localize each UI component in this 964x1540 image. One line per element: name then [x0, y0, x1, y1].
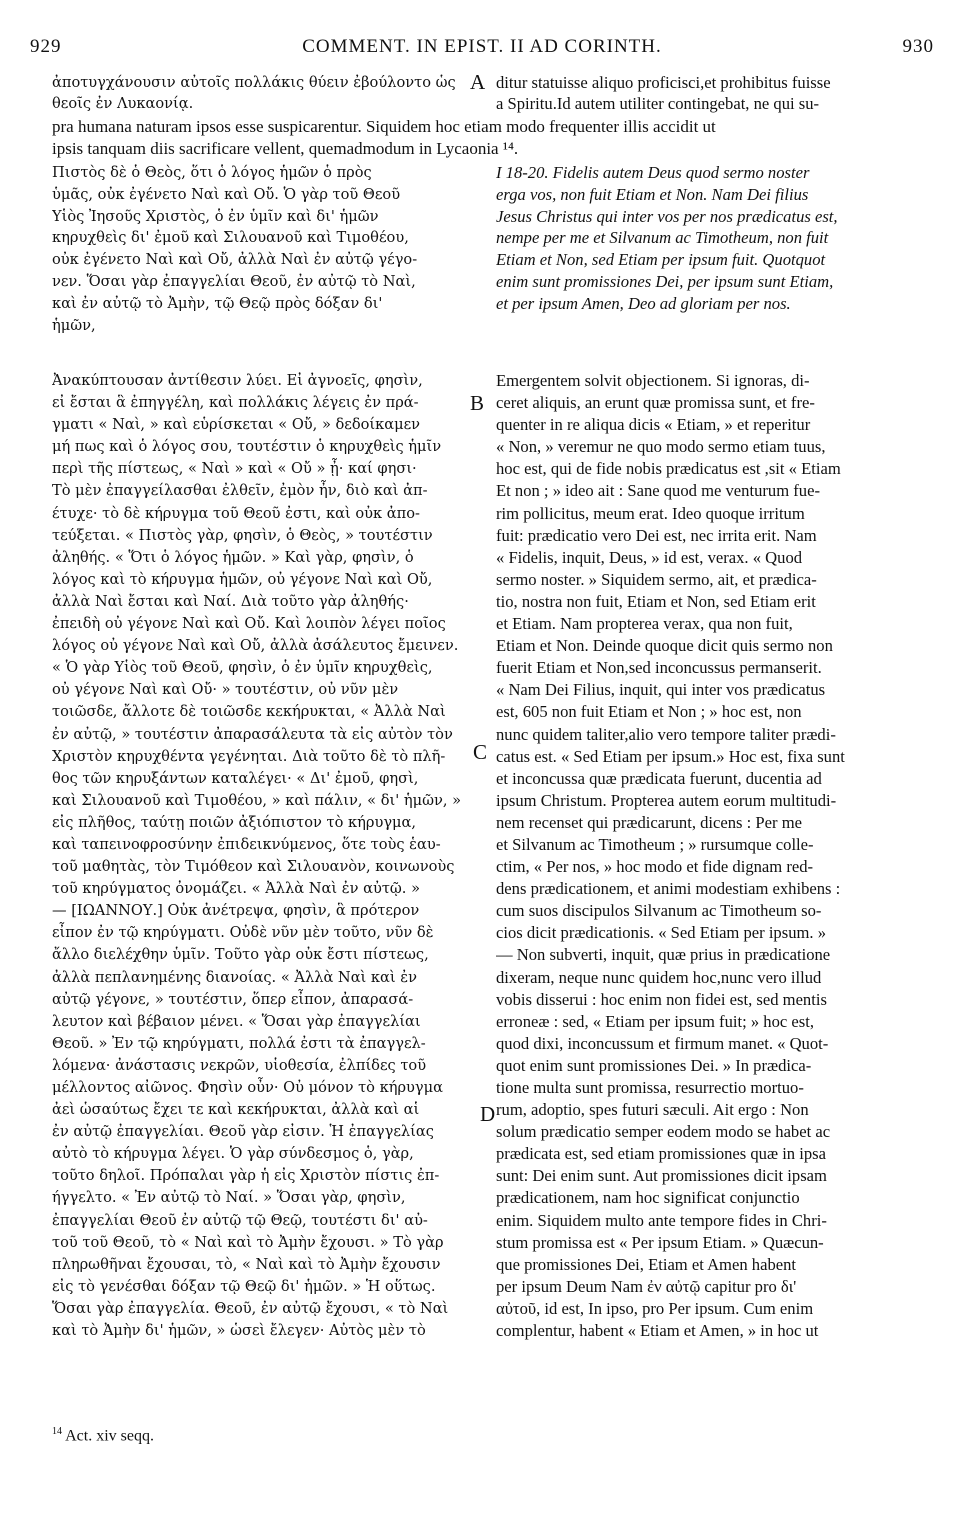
text-line: τοιῶσδε, ἄλλοτε δὲ τοιῶσδε κεκήρυκται, « Ἀλλὰ Ναὶ — [52, 703, 446, 721]
text-line: τοῦτο δηλοῖ. Πρόπαλαι γὰρ ἡ εἰς Χριστὸν πίστις ἐπ- — [52, 1167, 440, 1185]
text-line: et Silvanum ac Timotheum ; » rursumque colle- — [496, 834, 814, 854]
text-line: nempe per me et Silvanum ac Timotheum, non fuit — [496, 228, 829, 248]
text-line: λόμενα· ἀνάστασις νεκρῶν, υἱοθεσία, ἐλπίδες τοῦ — [52, 1056, 427, 1074]
text-line: que promissiones Dei, Etiam et Amen habent — [496, 1254, 797, 1274]
text-line: ἀεὶ ὡσαύτως ἔχει τε καὶ κεκήρυκται, ἀλλὰ καὶ αἱ — [52, 1101, 420, 1119]
text-line: per ipsum Deum Nam ἐν αὐτῷ capitur pro δι' — [496, 1276, 797, 1296]
text-line: « Nam Dei Filius, inquit, qui inter vos prædicatus — [496, 680, 826, 700]
text-line: γματι « Ναὶ, » καὶ εὑρίσκεται « Οὔ, » δεδοίκαμεν — [52, 416, 421, 434]
text-line: ἀλλὰ Ναὶ ἔσται καὶ Ναί. Διὰ τοῦτο γὰρ ἀληθής· — [52, 592, 409, 610]
text-line: « Fidelis, inquit, Deus, » id est, verax. « Quod — [496, 547, 803, 567]
text-line: prædicata est, sed etiam promissiones quæ in ipsa — [496, 1144, 826, 1164]
text-line: « Non, » veremur ne quo modo sermo etiam tuus, — [496, 437, 826, 457]
text-line: quot enim sunt promissiones Dei. » In prædica- — [496, 1055, 812, 1075]
text-line: Χριστὸν κηρυχθέντα γεγένηται. Διὰ τοῦτο δὲ τὸ πλῆ- — [52, 747, 446, 765]
verse-latin-column — [496, 162, 932, 315]
text-line: erroneæ : sed, « Etiam per ipsum fuit; » hoc est, — [496, 1011, 814, 1031]
text-line: κηρυχθεὶς δι' ἐμοῦ καὶ Σιλουανοῦ καὶ Τιμοθέου, — [52, 229, 409, 247]
text-line: Υἱὸς Ἰησοῦς Χριστὸς, ὁ ἐν ὑμῖν καὶ δι' ἡμῶν — [52, 207, 379, 225]
text-line: nem recenset qui prædicarunt, dicens : Per me — [496, 812, 802, 832]
text-line: cum suos discipulos Silvanum ac Timotheum so- — [496, 901, 822, 921]
intro-full-width-text — [52, 116, 932, 159]
left-page-number: 929 — [30, 36, 62, 57]
text-line: ditur statuisse aliquo proficisci,et prohibitus fuisse — [496, 73, 831, 92]
text-line: fuerit Etiam et Non,sed inconcussus permanserit. — [496, 658, 822, 678]
text-line: ἀλλὰ πεπλανημένης διανοίας. « Ἀλλὰ Ναὶ καὶ ἐν — [52, 968, 417, 986]
text-line: — [ΙΩΑΝΝΟΥ.] Οὐκ ἀνέτρεψα, φησὶν, ἃ πρότερον — [52, 902, 420, 920]
text-line: fuit: prædicatio vero Dei est, nec irrita erit. Nam — [496, 525, 817, 545]
text-line: περὶ τῆς πίστεως, « Ναὶ » καὶ « Οὔ » ᾖ· καί φησι· — [52, 460, 417, 478]
text-line: rum, adoptio, spes futuri sæculi. Ait ergo : Non — [496, 1100, 809, 1120]
text-line: καὶ τὸ Ἀμὴν δι' ἡμῶν, » ὡσεὶ ἔλεγεν· Αὐτὸς μὲν τὸ — [52, 1322, 426, 1340]
intro-latin-column — [496, 72, 932, 115]
text-line: ἐν αὐτῷ, » τουτέστιν ἀπαρασάλευτα τὰ εἰς αὐτὸν τὸν — [52, 725, 453, 743]
margin-marker-b: B — [470, 391, 485, 415]
text-line: Ἀνακύπτουσαν ἀντίθεσιν λύει. Εἰ ἀγνοεῖς, φησὶν, — [52, 372, 423, 389]
text-line: νεν. Ὅσαι γὰρ ἐπαγγελίαι Θεοῦ, ἐν αὐτῷ τὸ Ναὶ, — [52, 272, 416, 290]
text-line: ἐπαγγελίαι Θεοῦ ἐν αὐτῷ τῷ Θεῷ, τουτέστι δι' αὐ- — [52, 1211, 428, 1229]
text-line: Jesus Christus qui inter vos per nos prædicatus est, — [496, 206, 838, 226]
text-line: μή πως καὶ ὁ λόγος σου, τουτέστιν ὁ κηρυχθεὶς ἡμῖν — [52, 438, 442, 456]
text-line: τοῦ κηρύγματος ὀνομάζει. « Ἀλλὰ Ναὶ ἐν αὐτῷ. » — [52, 880, 421, 898]
text-line: et per ipsum Amen, Deo ad gloriam per nos. — [496, 293, 791, 313]
intro-greek-column — [52, 72, 462, 115]
text-line: τεύξεται. « Πιστὸς γὰρ, φησὶν, ὁ Θεὸς, » τουτέστιν — [52, 526, 433, 544]
text-line: quod dixi, inconcussum et firmum manet. « Quot- — [496, 1033, 829, 1053]
text-line: I 18-20. Fidelis autem Deus quod sermo noster — [496, 163, 810, 182]
text-line: ὑμᾶς, οὐκ ἐγένετο Ναὶ καὶ Οὔ. Ὁ γὰρ τοῦ Θεοῦ — [52, 185, 401, 203]
text-line: ἀληθής. « Ὅτι ὁ λόγος ἡμῶν. » Καὶ γὰρ, φησὶν, ὁ — [52, 548, 414, 566]
text-line: καὶ ἐν αὐτῷ τὸ Ἀμὴν, τῷ Θεῷ πρὸς δόξαν δι' — [52, 294, 383, 312]
text-line: αὐτῷ γέγονε, » τουτέστιν, ὅπερ εἶπον, ἀπαρασά- — [52, 990, 414, 1008]
text-line: enim sunt promissiones Dei, per ipsum sunt Etiam, — [496, 271, 834, 291]
text-line: οὐ γέγονε Ναὶ καὶ Οὔ· » τουτέστιν, οὐ νῦν μὲν — [52, 681, 399, 699]
text-line: λευτον καὶ βέβαιον μένει. « Ὅσαι γὰρ ἐπαγγελίαι — [52, 1012, 421, 1030]
text-line: καὶ Σιλουανοῦ καὶ Τιμοθέου, » καὶ πάλιν, « δι' ἡμῶν, » — [52, 791, 462, 809]
text-line: et inconcussa quæ prædicata fuerunt, ducentia ad — [496, 768, 822, 788]
text-line: θεοῖς ἐν Λυκαονίᾳ. — [52, 95, 194, 113]
running-header — [30, 36, 934, 66]
text-line: dens prædicationem, et animi modestiam exhibens : — [496, 879, 841, 899]
commentary-latin-column — [496, 370, 932, 1342]
text-line: Emergentem solvit objectionem. Si ignoras, di- — [496, 371, 810, 390]
text-line: erga vos, non fuit Etiam et Non. Nam Dei filius — [496, 184, 809, 204]
text-line: ctim, « Per nos, » hoc modo et fide dignam red- — [496, 857, 814, 877]
text-line: ἀποτυγχάνουσιν αὐτοῖς πολλάκις θύειν ἐβούλοντο ὡς — [52, 74, 456, 91]
margin-marker-d: D — [480, 1102, 496, 1126]
text-line: τοῦ τοῦ Θεοῦ, τὸ « Ναὶ καὶ τὸ Ἀμὴν ἔχουσι. » Τὸ γὰρ — [52, 1233, 444, 1251]
text-line: nunc quidem taliter,alio vero tempore taliter prædi- — [496, 724, 836, 744]
footnote — [52, 1426, 154, 1445]
text-line: ipsum Christum. Propterea autem eorum multitudi- — [496, 790, 837, 810]
text-line: vobis disserui : hoc enim non fidei est, sed mentis — [496, 989, 827, 1009]
margin-marker-c: C — [473, 740, 488, 764]
text-line: « Ὁ γὰρ Υἱὸς τοῦ Θεοῦ, φησὶν, ὁ ἐν ὑμῖν κηρυχθεὶς, — [52, 659, 433, 677]
text-line: pra humana naturam ipsos esse suspicarentur. Siquidem hoc etiam modo frequenter illis accidit ut — [52, 117, 716, 136]
text-line: έτυχε· τὸ δὲ κήρυγμα τοῦ Θεοῦ ἐστι, καὶ οὐκ ἀπο- — [52, 504, 420, 522]
text-line: Ὅσαι γὰρ ἐπαγγελία. Θεοῦ, ἐν αὐτῷ ἔχουσι, « τὸ Ναὶ — [52, 1299, 449, 1317]
text-line: ἄλλο διελέχθην ὑμῖν. Τοῦτο γὰρ οὐκ ἔστι πίστεως, — [52, 946, 429, 964]
text-line: εἶπον ἐν τῷ κηρύγματι. Οὐδὲ νῦν μὲν τοῦτο, νῦν δὲ — [52, 924, 434, 942]
text-line: Etiam et Non, sed Etiam per ipsum fuit. Quotquot — [496, 250, 826, 270]
text-line: εἰς πλῆθος, ταύτῃ ποιῶν ἀξιόπιστον τὸ κήρυγμα, — [52, 813, 417, 831]
text-line: solum prædicatio semper eodem modo se habet ac — [496, 1122, 831, 1142]
text-line: ἐν αὐτῷ ἐπαγγελίαι. Θεοῦ γὰρ εἰσιν. Ἡ ἐπαγγελίας — [52, 1123, 434, 1141]
text-line: πληρωθῆναι ἔχουσαι, τὸ, « Ναὶ καὶ τὸ Ἀμὴν ἔχουσιν — [52, 1255, 441, 1273]
text-line: οὐκ ἐγένετο Ναὶ καὶ Οὔ, ἀλλὰ Ναὶ ἐν αὐτῷ γέγο- — [52, 251, 418, 269]
text-line: Et non ; » ideo ait : Sane quod me venturum fue- — [496, 481, 820, 501]
text-line: prædicationem, nam hoc significat conjunctio — [496, 1188, 800, 1208]
text-line: μέλλοντος αἰῶνος. Φησὶν οὖν· Οὐ μόνον τὸ κήρυγμα — [52, 1079, 443, 1096]
text-line: θος τῶν κηρυξάντων καταλέγει· « Δι' ἐμοῦ, φησὶ, — [52, 769, 419, 787]
text-line: — Non subverti, inquit, quæ prius in prædicatione — [496, 945, 831, 965]
text-line: hoc est, qui de fide nobis prædicatus est ,sit « Etiam — [496, 459, 841, 479]
text-line: a Spiritu.Id autem utiliter contingebat, ne qui su- — [496, 94, 820, 114]
text-line: τοῦ μαθητὰς, τὸν Τιμόθεον καὶ Σιλουανὸν, κοινωνοὺς — [52, 858, 455, 876]
footnote-mark: 14 — [52, 1426, 62, 1437]
text-line: λόγος καὶ τὸ κήρυγμα ἡμῶν, οὐ γέγονε Ναὶ καὶ Οὔ, — [52, 570, 433, 588]
text-line: ceret aliquis, an erunt quæ promissa sunt, et fre- — [496, 393, 815, 413]
text-line: εἰς τὸ γενέσθαι δόξαν τῷ Θεῷ δι' ἡμῶν. » Ἡ οὕτως. — [52, 1277, 436, 1295]
text-line: rim pollicitus, meum erat. Ideo quoque irritum — [496, 503, 805, 523]
text-line: cios dicit prædicationis. « Sed Etiam per ipsum. » — [496, 923, 826, 943]
text-line: complentur, habent « Etiam et Amen, » in hoc ut — [496, 1321, 819, 1341]
text-line: ήγγελτο. « Ἐν αὐτῷ τὸ Ναί. » Ὅσαι γὰρ, φησὶν, — [52, 1189, 406, 1207]
verse-greek-column — [52, 162, 482, 336]
text-line: εἰ ἔσται ἃ ἐπηγγέλη, καὶ πολλάκις λέγεις ἐν πρά- — [52, 394, 419, 412]
text-line: ipsis tanquam diis sacrificare vellent, quemadmodum in Lycaonia ¹⁴. — [52, 138, 519, 158]
footnote-text: Act. xiv seqq. — [62, 1427, 154, 1445]
commentary-greek-column — [52, 370, 485, 1342]
text-line: stum promissa est « Per ipsum Etiam. » Quæcun- — [496, 1232, 824, 1252]
text-line: et Etiam. Nam propterea verax, qua non fuit, — [496, 614, 793, 634]
text-line: Πιστὸς δὲ ὁ Θεὸς, ὅτι ὁ λόγος ἡμῶν ὁ πρὸς — [52, 164, 372, 181]
text-line: tio, nostra non fuit, Etiam et Non, sed Etiam erit — [496, 591, 816, 611]
text-line: enim. Siquidem multo ante tempore fides in Chri- — [496, 1210, 827, 1230]
text-line: Θεοῦ. » Ἐν τῷ κηρύγματι, πολλά ἐστι τὰ ἐπαγγελ- — [52, 1034, 426, 1052]
text-line: tione multa sunt promissa, resurrectio mortuo- — [496, 1078, 804, 1097]
text-line: sunt: Dei enim sunt. Aut promissiones dicit ipsam — [496, 1166, 827, 1186]
text-line: καὶ ταπεινοφροσύνην ἐπιδεικνύμενος, ὅτε τοὺς ἑαυ- — [52, 835, 441, 853]
text-line: catus est. « Sed Etiam per ipsum.» Hoc est, fixa sunt — [496, 746, 845, 766]
text-line: αὐτὸ τὸ κήρυγμα λέγει. Ὁ γὰρ σύνδεσμος ὁ, γὰρ, — [52, 1145, 414, 1163]
text-line: αὐτοῦ, id est, In ipso, pro Per ipsum. Cum enim — [496, 1298, 814, 1318]
margin-marker-a: A — [470, 70, 486, 94]
text-line: Τὸ μὲν ἐπαγγείλασθαι ἐλθεῖν, ἐμὸν ἦν, διὸ καὶ ἀπ- — [52, 482, 428, 500]
text-line: est, 605 non fuit Etiam et Non ; » hoc est, non — [496, 702, 802, 722]
text-line: sermo noster. » Siquidem sermo, ait, et prædica- — [496, 569, 817, 589]
text-line: quenter in re aliqua dicis « Etiam, » et reperitur — [496, 415, 811, 435]
text-line: dixeram, neque nunc quidem hoc,nunc vero illud — [496, 967, 822, 987]
text-line: ἡμῶν, — [52, 316, 96, 334]
text-line: Etiam et Non. Deinde quoque dicit quis sermo non — [496, 636, 833, 656]
text-line: λόγος οὐ γέγονε Ναὶ καὶ Οὔ, ἀλλὰ ἀσάλευτος ἔμεινεν. — [52, 637, 459, 655]
text-line: ἐπειδὴ οὐ γέγονε Ναὶ καὶ Οὔ. Καὶ λοιπὸν λέγει ποῖος — [52, 615, 446, 633]
running-title: COMMENT. IN EPIST. II AD CORINTH. — [302, 36, 662, 57]
right-page-number: 930 — [902, 36, 934, 57]
